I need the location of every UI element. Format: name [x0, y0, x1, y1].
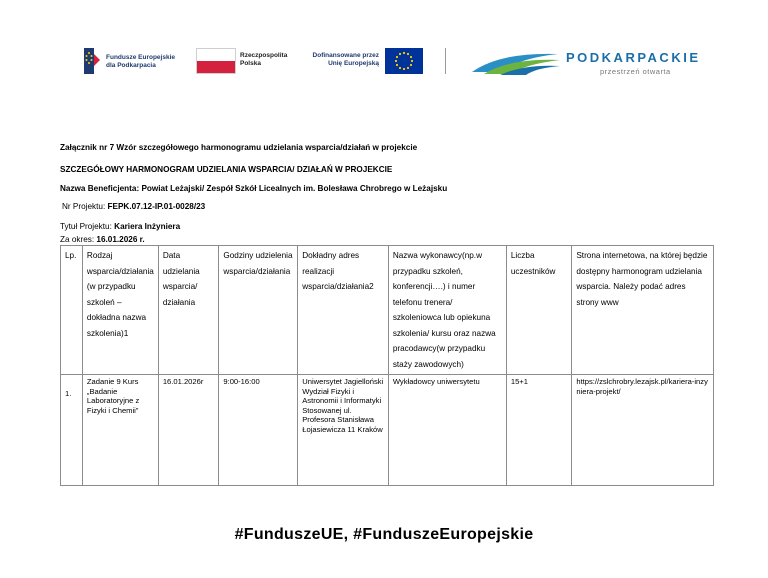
eu-flag-icon [385, 48, 423, 74]
cell-contractor: Wykładowcy uniwersytetu [388, 375, 506, 486]
podkarpackie-title: PODKARPACKIE [566, 50, 701, 65]
podkarpackie-subtitle: przestrzeń otwarta [600, 67, 671, 76]
header-cell: Godziny udzielenia wsparcia/działania [219, 246, 298, 375]
fe-emblem-icon [82, 44, 102, 78]
table-row [61, 375, 714, 486]
beneficiary-line: Nazwa Beneficjenta: Powiat Leżajski/ Zespół Szkół Licealnych im. Bolesława Chrobrego w Leżajsku [60, 184, 448, 193]
project-number-line [62, 202, 205, 211]
cell-website[interactable]: https://zslchrobry.lezajsk.pl/kariera-inzyniera-projekt/ [572, 375, 714, 486]
logo-divider [445, 48, 446, 74]
project-title-label: Tytuł Projektu: [60, 222, 115, 231]
project-number-label: Nr Projektu: [62, 202, 108, 211]
header-cell: Dokładny adres realizacji wsparcia/działania2 [298, 246, 389, 375]
document-heading: SZCZEGÓŁOWY HARMONOGRAM UDZIELANIA WSPARCIA/ DZIAŁAŃ W PROJEKCIE [60, 165, 393, 174]
header-cell: Rodzaj wsparcia/działania (w przypadku szkoleń – dokładna nazwa szkolenia)1 [82, 246, 158, 375]
project-number-value: FEPK.07.12-IP.01-0028/23 [107, 202, 206, 211]
podkarpackie-logo [470, 42, 701, 82]
footer-hashtags: #FunduszeUE, #FunduszeEuropejskie [234, 526, 534, 543]
eu-logo-text: Dofinansowane przez Unię Europejską [312, 52, 379, 67]
header-cell: Liczba uczestników [506, 246, 572, 375]
fundusze-europejskie-logo [82, 44, 192, 78]
header-cell: Data udzielania wsparcia/ działania [158, 246, 219, 375]
schedule-table [60, 245, 714, 486]
cell-number: 1. [61, 375, 83, 486]
attachment-title: Załącznik nr 7 Wzór szczegółowego harmonogramu udzielania wsparcia/działań w projekcie [60, 143, 418, 152]
project-title-value: Kariera Inżyniera [114, 222, 181, 231]
cell-date: 16.01.2026r [158, 375, 219, 486]
period-value: 16.01.2026 r. [96, 235, 145, 244]
cell-address: Uniwersytet Jagielloński Wydział Fizyki i Astronomii i Informatyki Stosowanej ul. Profesora Stanisława Łojasiewicza 11 Kraków [298, 375, 389, 486]
project-title-line [60, 222, 180, 231]
logo-bar [82, 42, 701, 84]
period-line [60, 235, 145, 244]
header-cell: Nazwa wykonawcy(np.w przypadku szkoleń, konferencji….) i numer telefonu trenera/ szkoleniowca lub opiekuna szkolenia/ kursu oraz nazwa pracodawcy(w przypadku staży zawodowych) [388, 246, 506, 375]
fe-logo-text: Fundusze Europejskie dla Podkarpacia [106, 54, 175, 69]
rp-logo-text: Rzeczpospolita Polska [240, 52, 288, 67]
period-label: Za okres: [60, 235, 97, 244]
header-cell: Strona internetowa, na której będzie dostępny harmonogram udzielania wsparcia. Należy podać adres strony www [572, 246, 714, 375]
header-cell: Lp. [61, 246, 83, 375]
cell-activity: Zadanie 9 Kurs „Badanie Laboratoryjne z Fizyki i Chemii” [82, 375, 158, 486]
cell-participants: 15+1 [506, 375, 572, 486]
eu-funding-logo [305, 48, 445, 80]
polish-flag-icon [196, 48, 236, 74]
table-header-row [61, 246, 714, 375]
rzeczpospolita-logo [196, 48, 306, 80]
podkarpackie-hills-icon [470, 48, 562, 76]
cell-hours: 9:00-16:00 [219, 375, 298, 486]
